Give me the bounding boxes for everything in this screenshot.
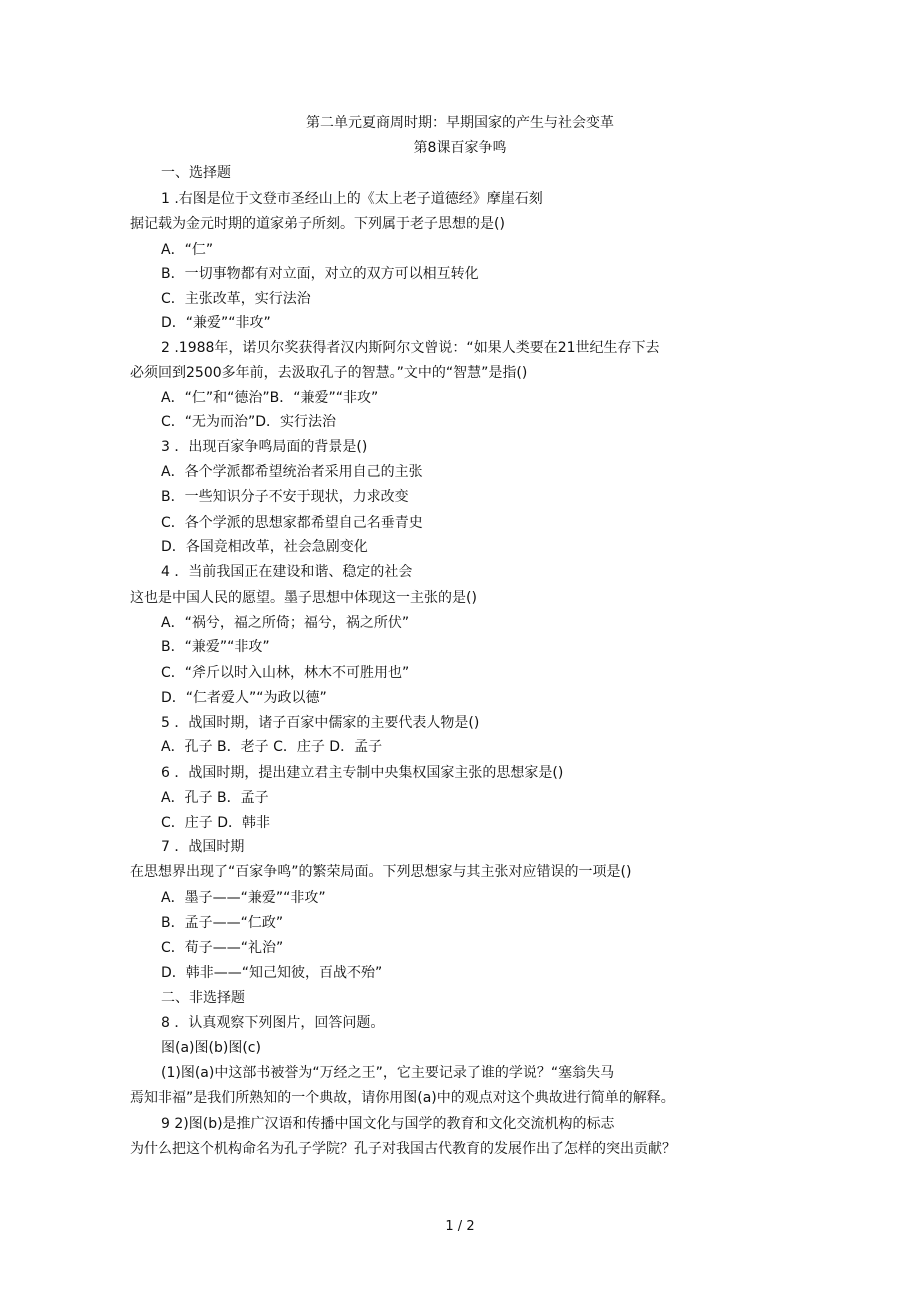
question-5-stem: 5 ．战国时期，诸子百家中儒家的主要代表人物是()	[161, 715, 480, 731]
question-2-options-cd: C．“无为而治”D．实行法治	[161, 414, 337, 430]
question-9-stem-cont: 为什么把这个机构命名为孔子学院？孔子对我国古代教育的发展作出了怎样的突出贡献？	[130, 1141, 676, 1157]
question-3-option-c: C．各个学派的思想家都希望自己名垂青史	[161, 515, 423, 531]
question-9-stem: 9 2)图(b)是推广汉语和传播中国文化与国学的教育和文化交流机构的标志	[161, 1116, 615, 1132]
question-2-stem: 2 .1988年，诺贝尔奖获得者汉内斯阿尔文曾说：“如果人类要在21世纪生存下去	[161, 340, 660, 356]
question-8-figures: 图(a)图(b)图(c)	[161, 1040, 261, 1056]
question-1-option-d: D．“兼爱”“非攻”	[161, 315, 271, 331]
question-3-stem: 3 ．出现百家争鸣局面的背景是()	[161, 439, 368, 455]
unit-title: 第二单元夏商周时期：早期国家的产生与社会变革	[306, 115, 614, 131]
question-7-option-b: B．孟子——“仁政”	[161, 915, 284, 931]
page-number: 1 / 2	[445, 1219, 475, 1234]
question-8-stem: 8 ．认真观察下列图片，回答问题。	[161, 1015, 385, 1031]
question-1-option-c: C．主张改革，实行法治	[161, 291, 311, 307]
question-7-option-a: A．墨子——“兼爱”“非攻”	[161, 890, 326, 906]
question-1-stem: 1 .右图是位于文登市圣经山上的《太上老子道德经》摩崖石刻	[161, 191, 543, 207]
question-3-option-b: B．一些知识分子不安于现状，力求改变	[161, 489, 409, 505]
question-8-sub1: (1)图(a)中这部书被誉为“万经之王”，它主要记录了谁的学说？“塞翁失马	[161, 1065, 615, 1081]
question-6-options-cd: C．庄子 D．韩非	[161, 815, 271, 831]
question-5-options: A．孔子 B．老子 C．庄子 D．孟子	[161, 739, 383, 755]
question-2-options-ab: A．“仁”和“德治”B．“兼爱”“非攻”	[161, 390, 379, 406]
lesson-title: 第8课百家争鸣	[413, 140, 507, 156]
question-7-option-d: D．韩非——“知己知彼，百战不殆”	[161, 965, 383, 981]
question-7-stem: 7 ．战国时期	[161, 839, 245, 855]
question-8-sub1-cont: 焉知非福”是我们所熟知的一个典故，请你用图(a)中的观点对这个典故进行简单的解释。	[130, 1090, 675, 1106]
question-1-option-b: B．一切事物都有对立面，对立的双方可以相互转化	[161, 266, 479, 282]
question-7-option-c: C．荀子——“礼治”	[161, 940, 284, 956]
question-2-stem-cont: 必须回到2500多年前，去汲取孔子的智慧。”文中的“智慧”是指()	[130, 365, 528, 381]
question-4-option-a: A．“祸兮，福之所倚；福兮，祸之所伏”	[161, 615, 410, 631]
question-1-stem-cont: 据记载为金元时期的道家弟子所刻。下列属于老子思想的是()	[130, 216, 505, 232]
question-6-options-ab: A．孔子 B．孟子	[161, 790, 269, 806]
question-4-option-d: D．“仁者爱人”“为政以德”	[161, 690, 327, 706]
section-heading-non-choice: 二、非选择题	[161, 990, 245, 1006]
question-3-option-d: D．各国竞相改革，社会急剧变化	[161, 539, 368, 555]
question-3-option-a: A．各个学派都希望统治者采用自己的主张	[161, 464, 423, 480]
question-4-option-b: B．“兼爱”“非攻”	[161, 639, 270, 655]
question-4-stem-cont: 这也是中国人民的愿望。墨子思想中体现这一主张的是()	[130, 590, 477, 606]
question-1-option-a: A．“仁”	[161, 242, 214, 258]
question-7-stem-cont: 在思想界出现了“百家争鸣”的繁荣局面。下列思想家与其主张对应错误的一项是()	[130, 864, 632, 880]
question-6-stem: 6 ．战国时期，提出建立君主专制中央集权国家主张的思想家是()	[161, 765, 564, 781]
question-4-stem: 4 ．当前我国正在建设和谐、稳定的社会	[161, 564, 413, 580]
section-heading-choice: 一、选择题	[161, 165, 231, 181]
question-4-option-c: C．“斧斤以时入山林，林木不可胜用也”	[161, 665, 410, 681]
